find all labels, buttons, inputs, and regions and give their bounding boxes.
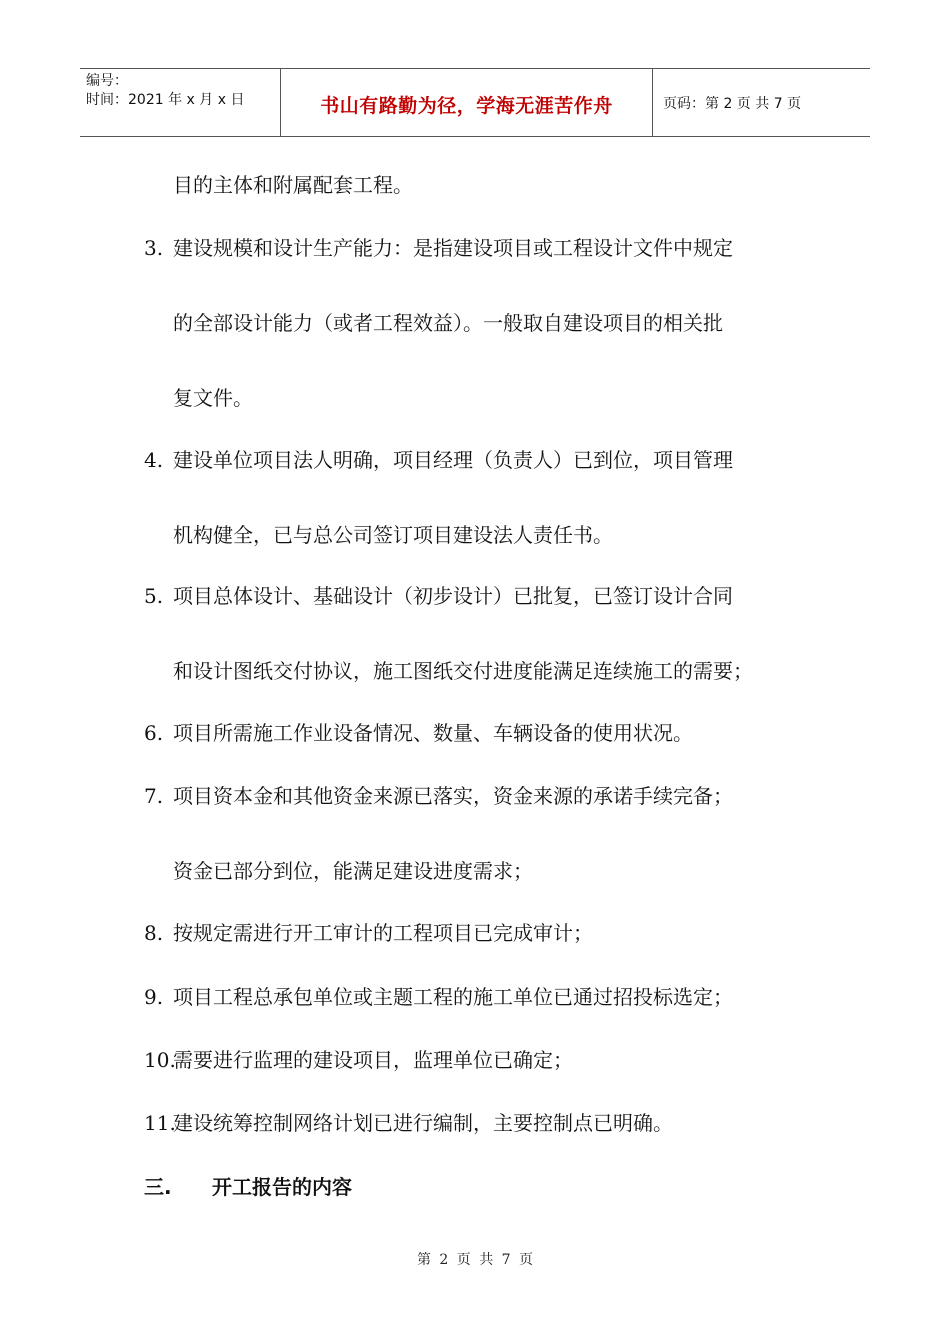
header-info-cell	[80, 69, 281, 136]
document-number-label: 编号：	[86, 73, 128, 89]
list-item-number: 6.	[144, 721, 164, 745]
list-item-line: 复文件。	[173, 386, 253, 410]
list-item-line: 建设统筹控制网络计划已进行编制，主要控制点已明确。	[173, 1111, 673, 1135]
list-item-line: 资金已部分到位，能满足建设进度需求；	[173, 859, 533, 883]
list-item-line: 按规定需进行开工审计的工程项目已完成审计；	[173, 921, 593, 945]
header-page-code: 页码：第 2 页 共 7 页	[663, 95, 802, 112]
list-item-number: 8.	[144, 921, 164, 945]
list-item-line: 项目资本金和其他资金来源已落实，资金来源的承诺手续完备；	[173, 784, 733, 808]
list-item-number: 3.	[144, 236, 164, 260]
section-number: 三.	[144, 1175, 172, 1199]
list-item-line: 机构健全，已与总公司签订项目建设法人责任书。	[173, 523, 613, 547]
section-title: 开工报告的内容	[212, 1175, 352, 1199]
document-time-label: 时间：2021 年 x 月 x 日	[86, 92, 245, 108]
header-motto: 书山有路勤为径，学海无涯苦作舟	[320, 95, 613, 117]
list-item-number: 5.	[144, 584, 164, 608]
list-item-number: 11.	[144, 1111, 176, 1135]
list-item-line: 项目工程总承包单位或主题工程的施工单位已通过招投标选定；	[173, 985, 733, 1009]
list-item-number: 10.	[144, 1048, 176, 1072]
list-item-line: 项目所需施工作业设备情况、数量、车辆设备的使用状况。	[173, 721, 693, 745]
intro-line: 目的主体和附属配套工程。	[173, 173, 413, 197]
page-footer: 第 2 页 共 7 页	[416, 1252, 534, 1268]
list-item-line: 项目总体设计、基础设计（初步设计）已批复，已签订设计合同	[173, 584, 733, 608]
header-motto-cell	[281, 69, 653, 136]
list-item-line: 需要进行监理的建设项目，监理单位已确定；	[173, 1048, 573, 1072]
list-item-number: 7.	[144, 784, 164, 808]
list-item-number: 4.	[144, 448, 164, 472]
list-item-line: 建设单位项目法人明确，项目经理（负责人）已到位，项目管理	[173, 448, 733, 472]
header-page-cell	[653, 69, 870, 136]
list-item-line: 建设规模和设计生产能力：是指建设项目或工程设计文件中规定	[173, 236, 733, 260]
list-item-number: 9.	[144, 985, 164, 1009]
list-item-line: 的全部设计能力（或者工程效益）。一般取自建设项目的相关批	[173, 311, 723, 335]
document-header	[80, 68, 870, 137]
list-item-line: 和设计图纸交付协议，施工图纸交付进度能满足连续施工的需要；	[173, 659, 753, 683]
